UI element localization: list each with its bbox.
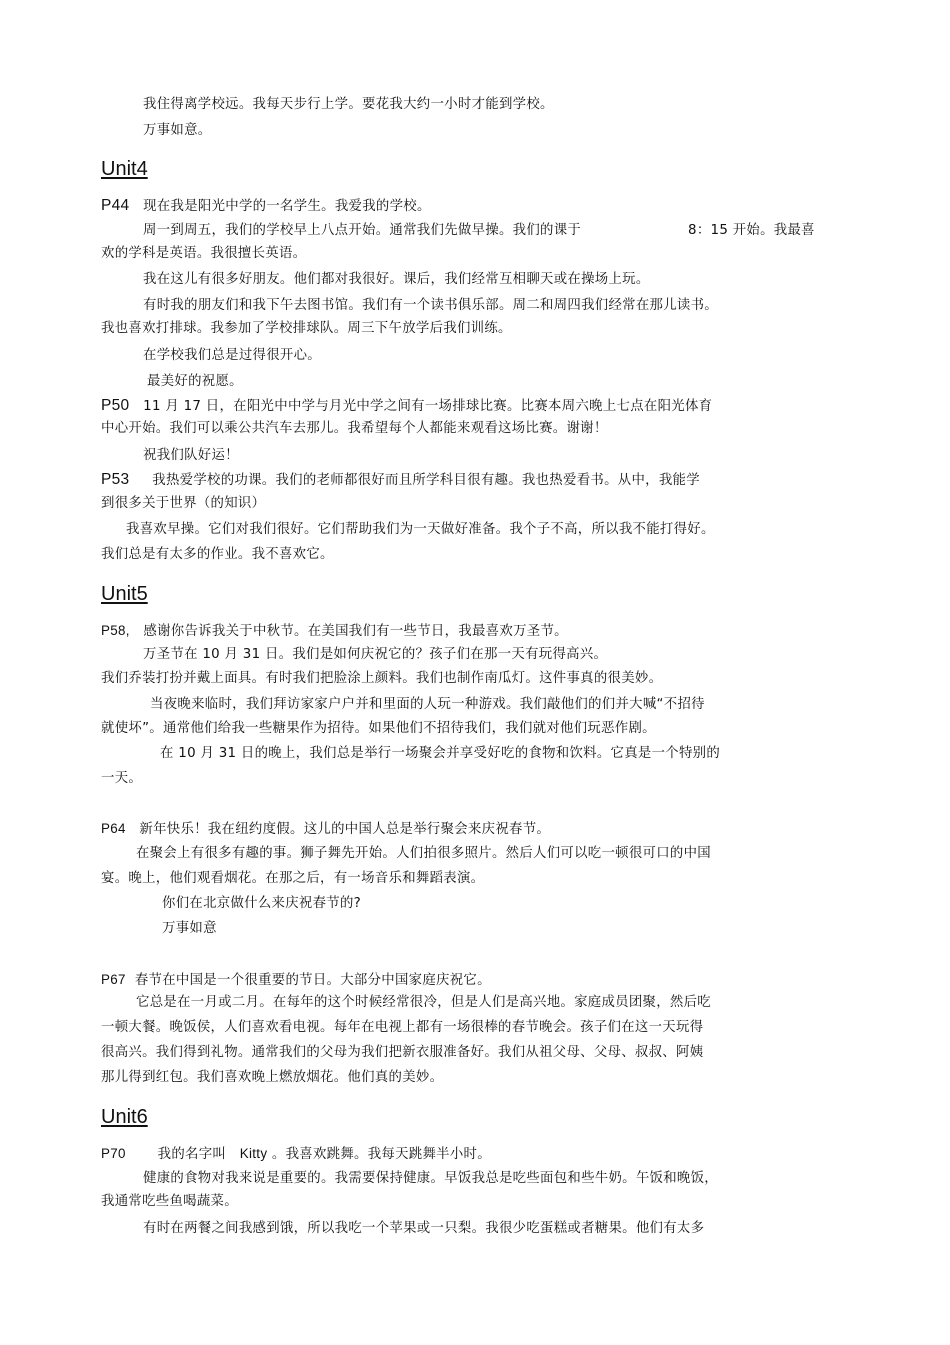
p64-line-3: 宴。晚上，他们观看烟花。在那之后，有一场音乐和舞蹈表演。 [101,871,485,886]
p64-text: 新年快乐！我在纽约度假。这儿的中国人总是举行聚会来庆祝春节。 [139,822,551,837]
p70-line-3: 我通常吃些鱼喝蔬菜。 [101,1194,238,1209]
p70-page-label: P70 [101,1146,126,1161]
unit5-heading: Unit5 [101,583,148,605]
p44-line-5: 有时我的朋友们和我下午去图书馆。我们有一个读书俱乐部。周二和周四我们经常在那儿读书。 [143,298,719,313]
p58-line-2: 万圣节在 10 月 31 日。我们是如何庆祝它的？孩子们在那一天有玩得高兴。 [143,647,608,662]
p67-line-1 [101,971,491,990]
p50-page-label: P50 [101,397,130,414]
p70-line-4: 有时在两餐之间我感到饿，所以我吃一个苹果或一只梨。我很少吃蛋糕或者糖果。他们有太多 [143,1221,705,1236]
p53-page-label: P53 [101,471,130,488]
p53-text: 我热爱学校的功课。我们的老师都很好而且所学科目很有趣。我也热爱看书。从中，我能学 [152,473,700,488]
p44-line-3: 欢的学科是英语。我很擅长英语。 [101,246,307,261]
p58-line-3: 我们乔装打扮并戴上面具。有时我们把脸涂上颜料。我们也制作南瓜灯。这件事真的很美妙。 [101,671,663,686]
p67-line-4: 很高兴。我们得到礼物。通常我们的父母为我们把新衣服准备好。我们从祖父母、父母、叔叔、阿姨 [101,1045,704,1060]
p67-line-2: 它总是在一月或二月。在每年的这个时候经常很冷，但是人们是高兴地。家庭成员团聚，然后吃 [136,995,712,1010]
p44-closing: 最美好的祝愿。 [147,374,243,389]
p58-line-5: 就使坏”。通常他们给我一些糖果作为招待。如果他们不招待我们，我们就对他们玩恶作剧。 [101,721,656,736]
p64-page-label: P64 [101,821,126,836]
p44-line-6: 我也喜欢打排球。我参加了学校排球队。周三下午放学后我们训练。 [101,321,512,336]
p58-line-4: 当夜晚来临时，我们拜访家家户户并和里面的人玩一种游戏。我们敲他们的们并大喊“不招待 [150,697,705,712]
p44-page-label: P44 [101,197,130,214]
p44-line-2a: 周一到周五，我们的学校早上八点开始。通常我们先做早操。我们的课于 [143,223,582,238]
p44-line-4: 我在这儿有很多好朋友。他们都对我很好。课后，我们经常互相聊天或在操场上玩。 [143,272,650,287]
p64-closing: 万事如意 [162,921,217,936]
p53-line-2: 到很多关于世界（的知识） [101,496,266,511]
p58-line-6: 在 10 月 31 日的晚上，我们总是举行一场聚会并享受好吃的食物和饮料。它真是一个特别的 [160,746,721,761]
p53-line-1 [101,471,700,490]
p67-text: 春节在中国是一个很重要的节日。大部分中国家庭庆祝它。 [134,973,491,988]
p58-page-label: P58, [101,623,130,638]
intro-closing: 万事如意。 [143,123,212,138]
p50-line-2: 中心开始。我们可以乘公共汽车去那儿。我希望每个人都能来观看这场比赛。谢谢！ [101,421,608,436]
p70-line-2: 健康的食物对我来说是重要的。我需要保持健康。早饭我总是吃些面包和些牛奶。午饭和晚饭， [143,1171,719,1186]
p50-text: 11 月 17 日，在阳光中中学与月光中学之间有一场排球比赛。比赛本周六晚上七点在阳光体育 [143,399,713,414]
p70-text-c: 。我喜欢跳舞。我每天跳舞半小时。 [271,1147,491,1162]
p70-name: Kitty [239,1146,268,1161]
p44-line-1 [101,197,431,216]
p44-line-2b: 8：15 开始。我最喜 [688,223,815,238]
p44-text: 现在我是阳光中学的一名学生。我爱我的学校。 [143,199,431,214]
p58-line-1 [101,622,568,641]
unit4-heading: Unit4 [101,158,148,180]
p64-line-4: 你们在北京做什么来庆祝春节的? [162,896,362,911]
p64-line-2: 在聚会上有很多有趣的事。狮子舞先开始。人们拍很多照片。然后人们可以吃一顿很可口的中国 [136,846,712,861]
p58-line-7: 一天。 [101,771,143,786]
p64-line-1 [101,820,550,839]
p53-line-3: 我喜欢早操。它们对我们很好。它们帮助我们为一天做好准备。我个子不高，所以我不能打得好。 [126,522,715,537]
p67-page-label: P67 [101,972,126,987]
p50-closing: 祝我们队好运！ [143,448,239,463]
p67-line-3: 一顿大餐。晚饭侯，人们喜欢看电视。每年在电视上都有一场很棒的春节晚会。孩子们在这一天玩得 [101,1020,704,1035]
p70-line-1 [101,1145,491,1164]
p58-text: 感谢你告诉我关于中秋节。在美国我们有一些节日，我最喜欢万圣节。 [143,624,568,639]
p67-line-5: 那儿得到红包。我们喜欢晚上燃放烟花。他们真的美妙。 [101,1070,444,1085]
p50-line-1 [101,397,712,416]
intro-line-1: 我住得离学校远。我每天步行上学。要花我大约一小时才能到学校。 [143,97,554,112]
unit6-heading: Unit6 [101,1106,148,1128]
p70-text-a: 我的名字叫 [157,1147,227,1162]
p53-line-4: 我们总是有太多的作业。我不喜欢它。 [101,547,334,562]
p44-line-7: 在学校我们总是过得很开心。 [143,348,321,363]
